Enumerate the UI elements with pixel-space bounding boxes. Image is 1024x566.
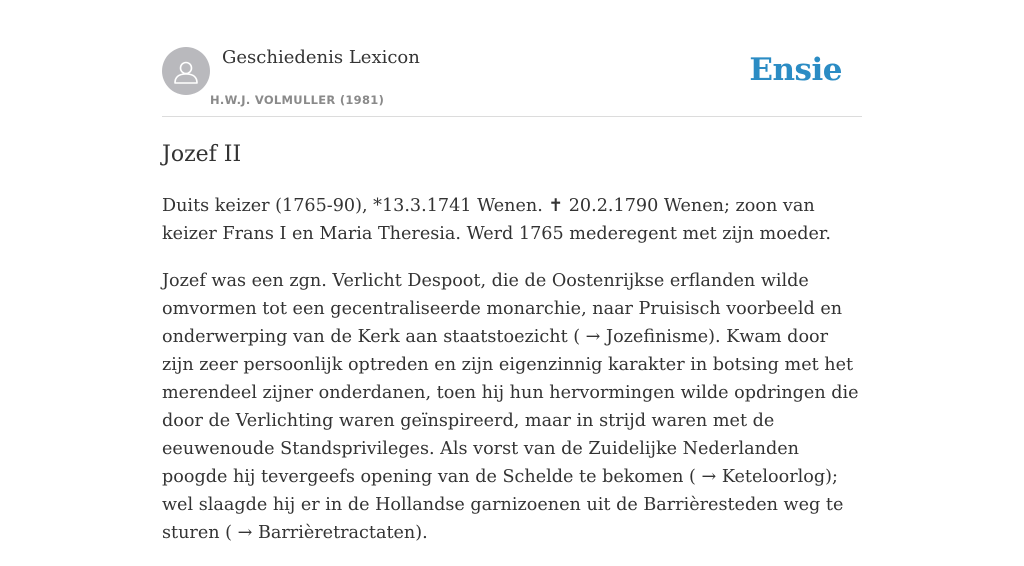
author-credit: H.W.J. VOLMULLER (1981) <box>210 93 385 107</box>
brand-logo[interactable]: Ensie <box>749 52 842 88</box>
article-title: Jozef II <box>162 142 242 167</box>
user-avatar-icon[interactable] <box>162 47 210 95</box>
article-paragraph: Duits keizer (1765-90), *13.3.1741 Wenen. ✝ 20.2.1790 Wenen; zoon van keizer Frans I en Maria Theresia. Werd 1765 mederegent met zijn moeder. <box>162 196 831 244</box>
lexicon-header <box>162 46 862 117</box>
article-paragraph: Jozef was een zgn. Verlicht Despoot, die de Oostenrijkse erflanden wilde omvormen tot een gecentraliseerde monarchie, naar Pruisisch voorbeeld en onderwerping van de Kerk aan staatstoezicht ( → Jozefinisme). Kwam door zijn zeer persoonlijk optreden en zijn eigenzinnig karakter in botsing met het merendeel zijner onderdanen, toen hij hun hervormingen wilde opdringen die door de Verlichting waren geïnspireerd, maar in strijd waren met de eeuwenoude Standsprivileges. Als vorst van de Zuidelijke Nederlanden poogde hij tevergeefs opening van de Schelde te bekomen ( → Keteloorlog); wel slaagde hij er in de Hollandse garnizoenen uit de Barrièresteden weg te sturen ( → Barrièretractaten). <box>162 271 859 543</box>
article-body <box>162 192 862 566</box>
user-silhouette-icon <box>162 47 210 95</box>
lexicon-title[interactable]: Geschiedenis Lexicon <box>222 47 420 68</box>
